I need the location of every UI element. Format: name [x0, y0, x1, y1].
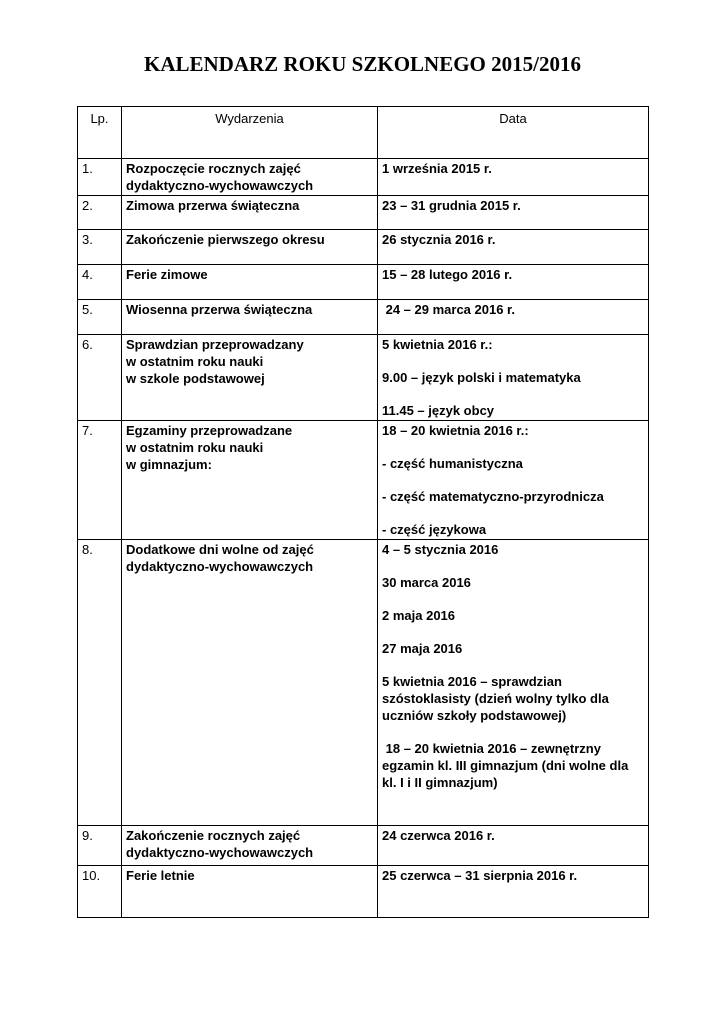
date-line: 18 – 20 kwietnia 2016 – zewnętrzny egzamin kl. III gimnazjum (dni wolne dla kl. I i II gimnazjum) [382, 741, 632, 790]
date-cell [378, 196, 649, 230]
header-event: Wydarzenia [122, 107, 378, 159]
event-line: Ferie zimowe [126, 267, 208, 282]
table-row [78, 826, 649, 866]
date-line: 4 – 5 stycznia 2016 [382, 542, 499, 557]
date-line: 5 kwietnia 2016 – sprawdzian szóstoklasisty (dzień wolny tylko dla uczniów szkoły podstawowej) [382, 674, 609, 723]
date-line: 27 maja 2016 [382, 641, 463, 656]
event-cell [122, 540, 378, 826]
table-row [78, 159, 649, 196]
event-cell [122, 300, 378, 335]
event-cell [122, 335, 378, 421]
date-line: - część humanistyczna [382, 456, 523, 471]
row-number: 1. [78, 159, 122, 196]
date-line: 11.45 – język obcy [382, 403, 495, 418]
event-line: Zakończenie rocznych zajęć [126, 828, 301, 843]
date-line: 26 stycznia 2016 r. [382, 232, 496, 247]
date-line: 24 – 29 marca 2016 r. [382, 302, 516, 317]
date-cell [378, 866, 649, 918]
date-line: 25 czerwca – 31 sierpnia 2016 r. [382, 868, 578, 883]
date-line: 24 czerwca 2016 r. [382, 828, 495, 843]
row-number: 2. [78, 196, 122, 230]
event-cell [122, 265, 378, 300]
calendar-table [77, 106, 649, 918]
event-cell [122, 866, 378, 918]
date-cell [378, 159, 649, 196]
event-line: dydaktyczno-wychowawczych [126, 559, 314, 574]
event-cell [122, 196, 378, 230]
table-row [78, 300, 649, 335]
event-line: Dodatkowe dni wolne od zajęć [126, 542, 314, 557]
table-row [78, 866, 649, 918]
date-line: - część matematyczno-przyrodnicza [382, 489, 604, 504]
event-line: Egzaminy przeprowadzane [126, 423, 293, 438]
page-title: KALENDARZ ROKU SZKOLNEGO 2015/2016 [144, 52, 581, 76]
date-line: 23 – 31 grudnia 2015 r. [382, 198, 521, 213]
event-cell [122, 826, 378, 866]
table-row [78, 540, 649, 826]
row-number: 5. [78, 300, 122, 335]
event-line: Rozpoczęcie rocznych zajęć [126, 161, 301, 176]
event-line: w ostatnim roku nauki [126, 354, 264, 369]
date-cell [378, 421, 649, 540]
event-line: dydaktyczno-wychowawczych [126, 845, 314, 860]
table-row [78, 265, 649, 300]
date-line: 15 – 28 lutego 2016 r. [382, 267, 513, 282]
date-line: 30 marca 2016 [382, 575, 471, 590]
date-line: 2 maja 2016 [382, 608, 456, 623]
event-line: w gimnazjum: [126, 457, 212, 472]
date-line: 1 września 2015 r. [382, 161, 492, 176]
date-cell [378, 300, 649, 335]
header-lp: Lp. [78, 107, 122, 159]
event-line: w szkole podstawowej [126, 371, 265, 386]
event-line: Sprawdzian przeprowadzany [126, 337, 304, 352]
row-number: 7. [78, 421, 122, 540]
event-line: dydaktyczno-wychowawczych [126, 178, 314, 193]
table-row [78, 421, 649, 540]
row-number: 10. [78, 866, 122, 918]
event-cell [122, 159, 378, 196]
date-cell [378, 335, 649, 421]
event-line: Zakończenie pierwszego okresu [126, 232, 325, 247]
date-line: 9.00 – język polski i matematyka [382, 370, 581, 385]
date-cell [378, 230, 649, 265]
date-cell [378, 826, 649, 866]
event-cell [122, 421, 378, 540]
row-number: 9. [78, 826, 122, 866]
header-date: Data [378, 107, 649, 159]
date-line: 5 kwietnia 2016 r.: [382, 337, 493, 352]
event-cell [122, 230, 378, 265]
date-cell [378, 540, 649, 826]
event-line: Zimowa przerwa świąteczna [126, 198, 300, 213]
event-line: w ostatnim roku nauki [126, 440, 264, 455]
row-number: 8. [78, 540, 122, 826]
table-row [78, 230, 649, 265]
table-row [78, 335, 649, 421]
date-line: - część językowa [382, 522, 487, 537]
table-row [78, 196, 649, 230]
row-number: 3. [78, 230, 122, 265]
date-cell [378, 265, 649, 300]
event-line: Wiosenna przerwa świąteczna [126, 302, 313, 317]
date-line: 18 – 20 kwietnia 2016 r.: [382, 423, 529, 438]
header-row [78, 107, 649, 159]
event-line: Ferie letnie [126, 868, 195, 883]
row-number: 4. [78, 265, 122, 300]
row-number: 6. [78, 335, 122, 421]
